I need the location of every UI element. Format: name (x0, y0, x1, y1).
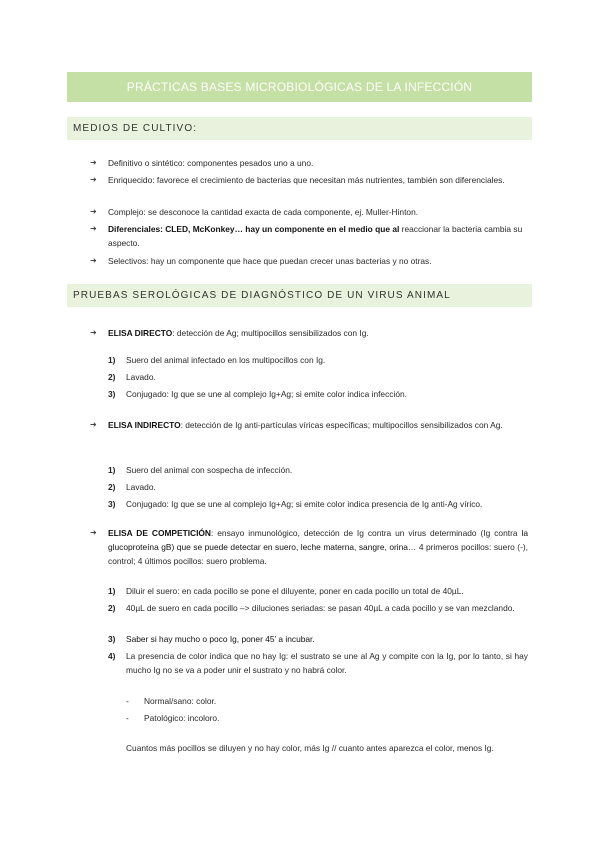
sub-bullet-dash: - (126, 713, 129, 723)
step-number: 2) (108, 372, 116, 382)
bullet-arrow-icon: ➜ (90, 528, 97, 537)
step-text: Suero del animal infectado en los multipocillos con Ig. (126, 355, 326, 365)
bullet-arrow-icon: ➜ (90, 420, 97, 429)
step-number: 1) (108, 355, 116, 365)
section-heading-text: MEDIOS DE CULTIVO: (73, 123, 198, 134)
sub-item: Normal/sano: color. (144, 696, 217, 706)
section-heading-pruebas (67, 284, 532, 307)
bullet-arrow-icon: ➜ (90, 256, 97, 265)
elisa-directo-text: : detección de Ag; multipocillos sensibilizados con Ig. (172, 328, 369, 338)
list-item: Complejo: se desconoce la cantidad exacta de cada componente, ej. Muller-Hinton. (108, 207, 419, 217)
list-item-text: reaccionar la bacteria cambia su aspecto. (108, 224, 523, 248)
list-item: Definitivo o sintético: componentes pesados uno a uno. (108, 158, 314, 168)
step-text: 40µL de suero en cada pocillo –> diluciones seriadas: se pasan 40µL a cada pocillo y se van mezclando. (126, 603, 515, 613)
document-title-banner (67, 72, 532, 102)
step-number: 4) (108, 651, 116, 661)
step-text: La presencia de color indica que no hay Ig: el sustrato se une al Ag y compite con la Ig, por lo tanto, si hay mucho Ig no se va a poder unir el sustrato y no habrá color. (126, 651, 528, 675)
step-number: 2) (108, 603, 116, 613)
document-title: PRÁCTICAS BASES MICROBIOLÓGICAS DE LA INFECCIÓN (126, 80, 473, 94)
step-text: Conjugado: Ig que se une al complejo Ig+Ag; si emite color indica presencia de Ig anti-Ag vírico. (126, 499, 483, 509)
list-item-bold: Diferenciales: CLED, McKonkey… hay un componente en el medio que al (108, 224, 400, 234)
step-number: 1) (108, 465, 116, 475)
step-text: Diluir el suero: en cada pocillo se pone el diluyente, poner en cada pocillo un total de 40µL. (126, 586, 464, 596)
elisa-competicion-text-2: 4 primeros pocillos: suero (-), control; 4 últimos pocillos: suero problema. (108, 542, 528, 566)
elisa-competicion-text: : ensayo inmunológico, detección de Ig contra un virus determinado (Ig contra (210, 528, 518, 538)
elisa-indirecto-text: : detección de Ig anti-partículas víricas específicas; multipocillos sensibilizados con Ag. (180, 420, 503, 430)
elisa-competicion-label: ELISA DE COMPETICIÓN (108, 528, 211, 538)
section-heading-text: PRUEBAS SEROLÓGICAS DE DIAGNÓSTICO DE UN VIRUS ANIMAL (73, 290, 451, 301)
step-number: 1) (108, 586, 116, 596)
step-text: Suero del animal con sospecha de infección. (126, 465, 293, 475)
elisa-competicion-bold-text: la glucoproteína gB) que se puede detectar en suero, leche materna, sangre, orina… (108, 528, 528, 552)
elisa-indirecto-heading (108, 418, 528, 432)
elisa-directo-label: ELISA DIRECTO (108, 328, 173, 338)
step-text: Lavado. (126, 482, 156, 492)
step-text: Saber si hay mucho o poco Ig, poner 45’ a incubar. (126, 634, 315, 644)
step-number: 3) (108, 389, 116, 399)
sub-item: Patológico: incoloro. (144, 713, 220, 723)
sub-bullet-dash: - (126, 696, 129, 706)
step-number: 3) (108, 499, 116, 509)
step-number: 2) (108, 482, 116, 492)
list-item: Enriquecido: favorece el crecimiento de bacterias que necesitan más nutrientes, también son diferenciales. (108, 175, 505, 185)
bullet-arrow-icon: ➜ (90, 224, 97, 233)
bullet-arrow-icon: ➜ (90, 207, 97, 216)
elisa-directo-heading (108, 326, 528, 340)
list-item (108, 222, 528, 250)
bullet-arrow-icon: ➜ (90, 158, 97, 167)
section-heading-medios (67, 117, 532, 140)
list-item: Selectivos: hay un componente que hace que puedan crecer unas bacterias y no otras. (108, 256, 432, 266)
step-text: Conjugado: Ig que se une al complejo Ig+Ag; si emite color indica infección. (126, 389, 407, 399)
step-number: 3) (108, 634, 116, 644)
elisa-indirecto-label: ELISA INDIRECTO (108, 420, 181, 430)
bullet-arrow-icon: ➜ (90, 328, 97, 337)
bullet-arrow-icon: ➜ (90, 175, 97, 184)
conclusion-note: Cuantos más pocillos se diluyen y no hay color, más Ig // cuanto antes aparezca el color, menos Ig. (126, 743, 494, 753)
elisa-competicion-heading (108, 526, 528, 568)
step-text: Lavado. (126, 372, 156, 382)
